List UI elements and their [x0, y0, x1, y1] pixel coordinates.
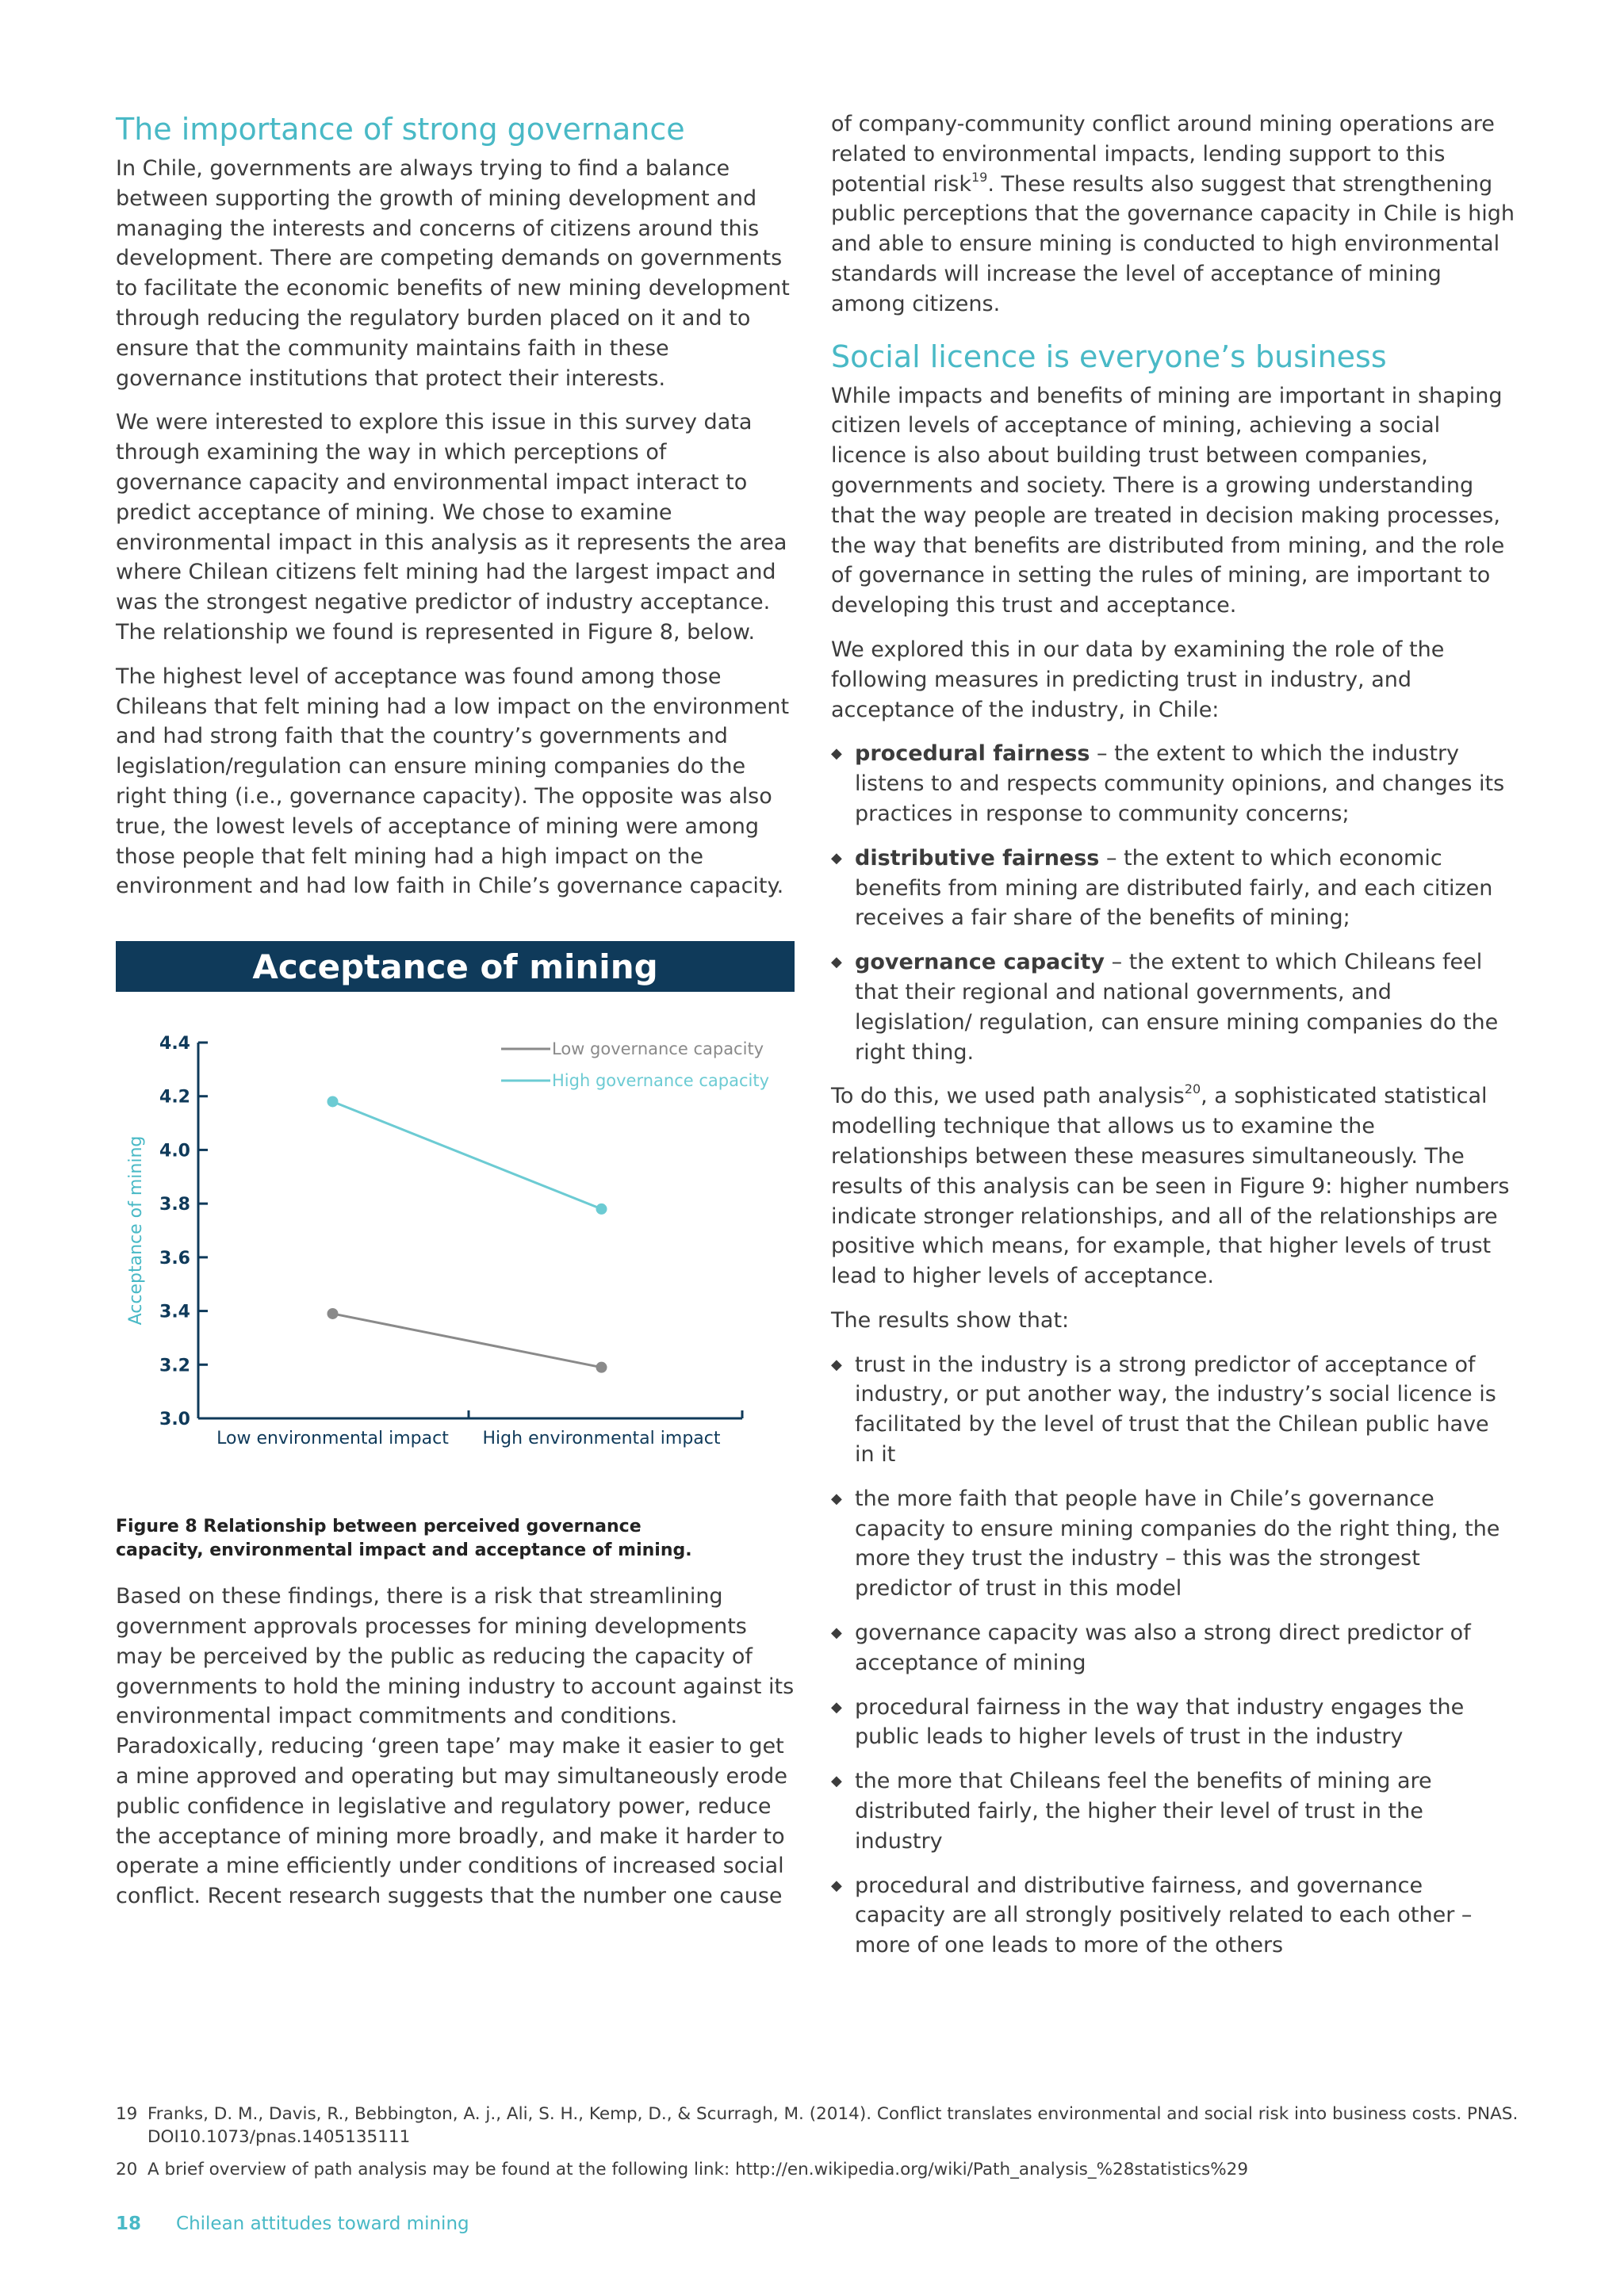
- paragraph: We explored this in our data by examining the role of the following measures in predicting trust in industry, and acceptance of the industry, in Chile:: [831, 637, 1445, 722]
- paragraph: The results show that:: [831, 1307, 1070, 1333]
- paragraph: The highest level of acceptance was found among those Chileans that felt mining had a low impact on the environment and had strong faith that the country’s governments and legislation/regulation can ensure mining companies do the right thing (i.e., governance capacity). The opposite was also true, the lowest levels of acceptance of mining were among those people that felt mining had a high impact on the environment and had low faith in Chile’s governance capacity.: [116, 664, 790, 899]
- list-item: ◆ procedural fairness – the extent to which the industry listens to and respects community opinions, and changes its practices in response to community concerns;: [831, 739, 1515, 828]
- data-point: [596, 1362, 607, 1373]
- list-item: ◆ distributive fairness – the extent to which economic benefits from mining are distributed fairly, and each citizen receives a fair share of the benefits of mining;: [831, 844, 1515, 933]
- list-item: ◆ the more that Chileans feel the benefits of mining are distributed fairly, the higher their level of trust in the industry: [831, 1766, 1515, 1856]
- list-item: ◆ trust in the industry is a strong predictor of acceptance of industry, or put another way, the industry’s social licence is facilitated by the level of trust that the Chilean public have in it: [831, 1350, 1515, 1470]
- paragraph: While impacts and benefits of mining are important in shaping citizen levels of acceptance of mining, achieving a social licence is also about building trust between companies, governments and society. There is a growing understanding that the way people are treated in decision making processes, the way that benefits are distributed from mining, and the role of governance in setting the rules of mining, are important to developing this trust and acceptance.: [831, 383, 1505, 618]
- bullet-icon: ◆: [831, 745, 842, 763]
- y-tick-label: 3.8: [159, 1195, 190, 1215]
- y-tick-label: 4.2: [159, 1087, 190, 1108]
- measures-list: [831, 739, 1515, 1067]
- footnote: 20 A brief overview of path analysis may be found at the following link: http://en.wikipedia.org/wiki/Path_analysis_%28statistics%29: [116, 2160, 1249, 2179]
- section-heading-social-licence: Social licence is everyone’s business: [831, 339, 1387, 374]
- footnotes: [116, 2103, 1519, 2191]
- list-item: ◆ the more faith that people have in Chile’s governance capacity to ensure mining companies do the right thing, the more they trust the industry – this was the strongest predictor of trust in this model: [831, 1484, 1515, 1604]
- data-point: [327, 1308, 339, 1319]
- figure-caption: Figure 8 Relationship between perceived governance capacity, environmental impact and acceptance of mining.: [116, 1517, 692, 1561]
- results-list: [831, 1350, 1515, 1961]
- paragraph: To do this, we used path analysis$^{20}$, a sophisticated statistical modelling technique that allows us to examine the relationships between these measures simultaneously. The results of this analysis can be seen in Figure 9: higher numbers indicate stronger relationships, and all of the relationships are positive which means, for example, that higher levels of trust lead to higher levels of acceptance.: [831, 1081, 1510, 1289]
- paragraph: Based on these findings, there is a risk that streamlining government approvals processes for mining developments may be perceived by the public as reducing the capacity of governments to hold the mining industry to account against its environmental impact commitments and conditions. Paradoxically, reducing ‘green tape’ may make it easier to get a mine approved and operating but may simultaneously erode public confidence in legislative and regulatory power, reduce the acceptance of mining more broadly, and make it harder to operate a mine efficiently under conditions of increased social conflict. Recent research suggests that the number one cause: [116, 1584, 795, 1909]
- line-chart: [116, 992, 795, 1499]
- list-item: ◆ governance capacity was also a strong direct predictor of acceptance of mining: [831, 1618, 1515, 1678]
- paragraph: In Chile, governments are always trying to find a balance between supporting the growth of mining development and managing the interests and concerns of citizens around this development. There are competing demands on governments to facilitate the economic benefits of new mining development through reducing the regulatory burden placed on it and to ensure that the community maintains faith in these governance institutions that protect their interests.: [116, 156, 790, 391]
- series-line: [333, 1102, 602, 1209]
- left-column: [116, 109, 799, 1926]
- section-heading-governance: The importance of strong governance: [116, 112, 685, 147]
- bullet-icon: ◆: [831, 1773, 842, 1790]
- paragraph: We were interested to explore this issue in this survey data through examining the way in which perceptions of governance capacity and environmental impact interact to predict acceptance of mining. We chose to examine environmental impact in this analysis as it represents the area where Chilean citizens felt mining had the largest impact and was the strongest negative predictor of industry acceptance. The relationship we found is represented in Figure 8, below.: [116, 410, 787, 645]
- x-tick-label: Low environmental impact: [216, 1429, 449, 1449]
- footnote-ref: 19: [971, 169, 988, 185]
- figure-8-chart: [116, 941, 795, 1499]
- legend-label: High governance capacity: [552, 1071, 770, 1091]
- list-item: ◆ procedural and distributive fairness, and governance capacity are all strongly positively related to each other – more of one leads to more of the others: [831, 1871, 1515, 1961]
- bullet-icon: ◆: [831, 1356, 842, 1373]
- list-item: ◆ procedural fairness in the way that industry engages the public leads to higher levels of trust in the industry: [831, 1693, 1515, 1753]
- y-tick-label: 3.6: [159, 1248, 190, 1269]
- right-column: [831, 109, 1515, 1975]
- y-tick-label: 4.4: [159, 1034, 190, 1054]
- y-axis-label: Acceptance of mining: [126, 1135, 146, 1326]
- footnote-ref: 20: [1184, 1081, 1201, 1097]
- x-tick-label: High environmental impact: [482, 1429, 721, 1449]
- page-footer: [116, 2214, 469, 2234]
- y-tick-label: 3.0: [159, 1410, 190, 1430]
- y-tick-label: 4.0: [159, 1141, 190, 1161]
- bullet-icon: ◆: [831, 1490, 842, 1507]
- series-line: [333, 1314, 602, 1368]
- chart-title: Acceptance of mining: [116, 941, 795, 992]
- data-point: [596, 1203, 607, 1215]
- legend-label: Low governance capacity: [552, 1039, 764, 1059]
- footer-title: Chilean attitudes toward mining: [176, 2214, 469, 2234]
- y-tick-label: 3.2: [159, 1356, 190, 1376]
- bullet-icon: ◆: [831, 1698, 842, 1716]
- page-number: 18: [116, 2214, 142, 2234]
- bullet-icon: ◆: [831, 1877, 842, 1894]
- data-point: [327, 1096, 339, 1108]
- paragraph: of company-community conflict around mining operations are related to environmental impacts, lending support to this potential risk$^{19}$. These results also suggest that strengthening public perceptions that the governance capacity in Chile is high and able to ensure mining is conducted to high environmental standards will increase the level of acceptance of mining among citizens.: [831, 112, 1515, 316]
- bullet-icon: ◆: [831, 1624, 842, 1642]
- y-tick-label: 3.4: [159, 1302, 190, 1322]
- list-item: ◆ governance capacity – the extent to which Chileans feel that their regional and national governments, and legislation/ regulation, can ensure mining companies do the right thing.: [831, 947, 1515, 1067]
- footnote: 19 Franks, D. M., Davis, R., Bebbington, A. j., Ali, S. H., Kemp, D., & Scurragh, M. (2014). Conflict translates environmental and social risk into business costs. PNAS. DOI10.1073/pnas.1405135111: [116, 2104, 1519, 2147]
- bullet-icon: ◆: [831, 849, 842, 867]
- bullet-icon: ◆: [831, 954, 842, 971]
